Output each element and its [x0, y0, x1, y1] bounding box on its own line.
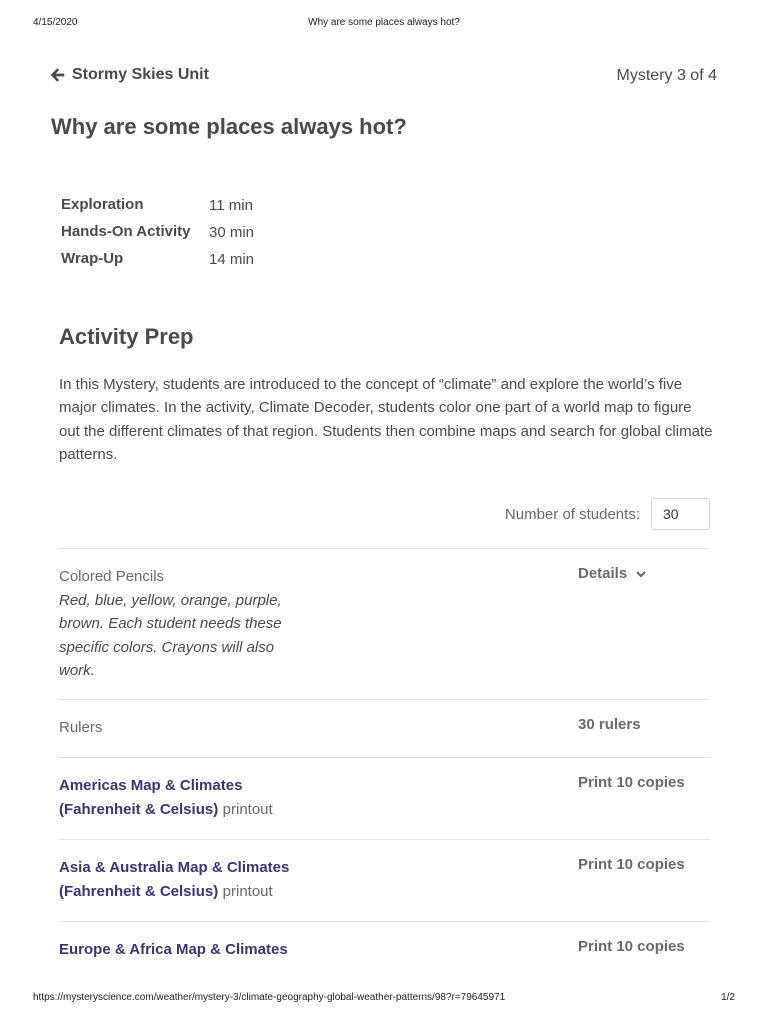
schedule-duration: 30 min [209, 224, 255, 241]
print-copies: Print 10 copies [578, 856, 685, 873]
mystery-count: Mystery 3 of 4 [616, 67, 717, 84]
material-row [59, 757, 710, 839]
print-date: 4/15/2020 [33, 17, 78, 28]
schedule-duration: 11 min [209, 197, 253, 214]
material-quantity: 30 rulers [578, 716, 641, 733]
material-row [59, 548, 710, 699]
details-toggle[interactable] [578, 565, 647, 582]
details-label[interactable]: Details [578, 565, 628, 582]
students-count-label: Number of students: [504, 505, 640, 523]
schedule-row [61, 245, 254, 272]
material-description: Red, blue, yellow, orange, purple, brown. Each student needs these specific colors. Crayons will also work. [59, 592, 282, 679]
back-link-label[interactable]: Stormy Skies Unit [72, 66, 209, 83]
material-info [59, 774, 309, 822]
print-page-number: 1/2 [721, 992, 735, 1003]
activity-prep-heading: Activity Prep [59, 324, 194, 349]
material-row [59, 839, 710, 921]
material-info [59, 565, 299, 682]
print-url: https://mysteryscience.com/weather/mystery-3/climate-geography-global-weather-patterns/98?r=79645971 [33, 992, 506, 1003]
schedule-label: Wrap-Up [61, 250, 124, 267]
schedule-table [61, 191, 254, 272]
activity-prep-intro: In this Mystery, students are introduced to the concept of “climate” and explore the world’s five major climates. In the activity, Climate Decoder, students color one part of a world map to figure out the different climates of that region. Students then combine maps and search for global climate patterns. [59, 376, 713, 463]
printout-link[interactable]: Asia & Australia Map & Climates (Fahrenheit & Celsius) [59, 859, 290, 900]
material-name: Colored Pencils [59, 568, 165, 585]
printout-label: printout [222, 883, 273, 900]
schedule-label: Exploration [61, 196, 144, 213]
material-info [59, 856, 309, 904]
printout-link[interactable]: Americas Map & Climates (Fahrenheit & Celsius) [59, 777, 243, 818]
page-title: Why are some places always hot? [51, 114, 407, 139]
material-info [59, 938, 309, 962]
arrow-left-icon [51, 68, 65, 82]
material-name: Rulers [59, 719, 103, 736]
material-row [59, 921, 710, 962]
print-footer [33, 992, 735, 1006]
print-copies: Print 10 copies [578, 774, 685, 791]
schedule-row [61, 191, 254, 218]
print-doc-title: Why are some places always hot? [308, 17, 460, 28]
print-header [33, 17, 735, 31]
material-info [59, 716, 299, 740]
schedule-row [61, 218, 254, 245]
chevron-down-icon[interactable] [635, 569, 647, 579]
students-count-input[interactable] [651, 498, 710, 530]
top-nav [51, 66, 717, 88]
back-to-unit-link[interactable] [51, 66, 209, 84]
printout-link[interactable]: Europe & Africa Map & Climates [59, 941, 288, 958]
print-copies: Print 10 copies [578, 938, 685, 955]
students-count-row [505, 498, 710, 530]
materials-list [59, 548, 710, 962]
material-row [59, 699, 710, 757]
schedule-duration: 14 min [209, 251, 255, 268]
schedule-label: Hands-On Activity [61, 223, 191, 240]
printout-label: printout [222, 801, 273, 818]
